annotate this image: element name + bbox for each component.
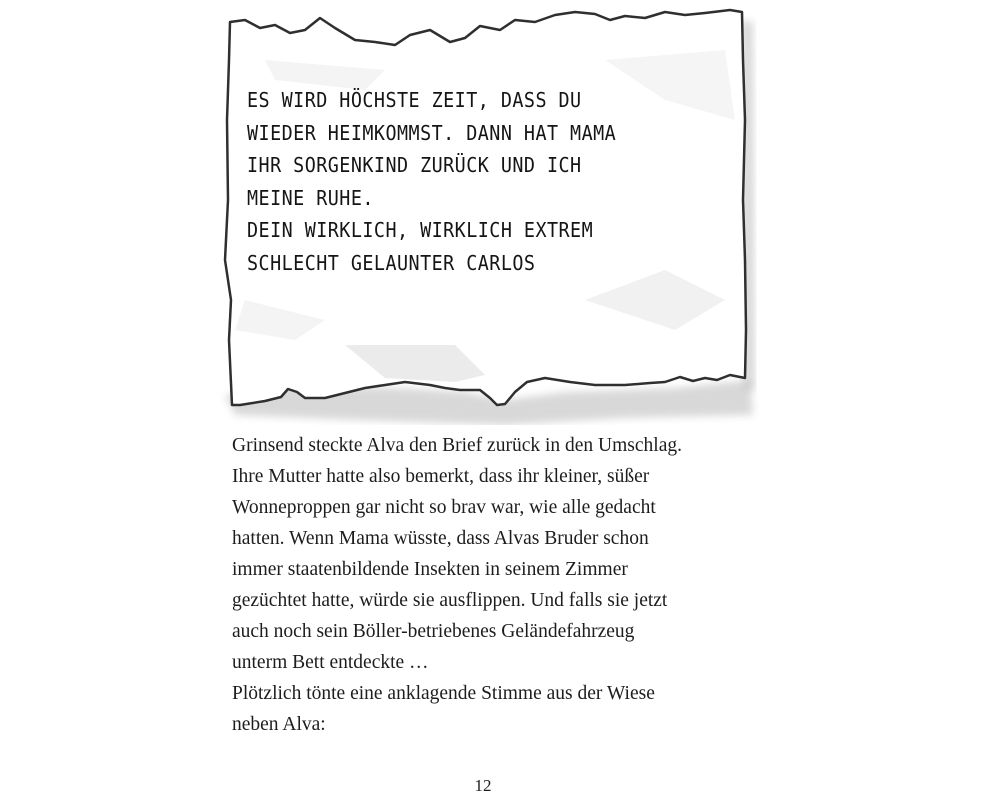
note-line: DEIN WIRKLICH, WIRKLICH EXTREM bbox=[247, 218, 594, 242]
text-line: hatten. Wenn Mama wüsste, dass Alvas Bruder schon bbox=[232, 528, 649, 549]
text-line: neben Alva: bbox=[232, 714, 326, 735]
text-line: gezüchtet hatte, würde sie ausflippen. Und falls sie jetzt bbox=[232, 590, 668, 611]
text-line: Ihre Mutter hatte also bemerkt, dass ihr kleiner, süßer bbox=[232, 466, 650, 487]
crumpled-note-illustration bbox=[205, 0, 760, 425]
text-line: unterm Bett entdeckte … bbox=[232, 652, 429, 673]
note-line: MEINE RUHE. bbox=[247, 185, 374, 210]
text-line: auch noch sein Böller-betriebenes Geländefahrzeug bbox=[232, 621, 635, 642]
handwritten-note-text bbox=[247, 84, 737, 279]
note-line: IHR SORGENKIND ZURÜCK UND ICH bbox=[247, 153, 582, 177]
text-line: Plötzlich tönte eine anklagende Stimme aus der Wiese bbox=[232, 683, 655, 704]
text-line: Wonneproppen gar nicht so brav war, wie alle gedacht bbox=[232, 497, 656, 518]
body-paragraph bbox=[232, 430, 752, 740]
text-line: Grinsend steckte Alva den Brief zurück in den Umschlag. bbox=[232, 435, 682, 456]
page-number: 12 bbox=[474, 776, 492, 795]
note-line: ES WIRD HÖCHSTE ZEIT, DASS DU bbox=[247, 88, 582, 112]
text-line: immer staatenbildende Insekten in seinem Zimmer bbox=[232, 559, 628, 580]
note-line: SCHLECHT GELAUNTER CARLOS bbox=[247, 250, 536, 275]
note-line: WIEDER HEIMKOMMST. DANN HAT MAMA bbox=[247, 120, 617, 145]
